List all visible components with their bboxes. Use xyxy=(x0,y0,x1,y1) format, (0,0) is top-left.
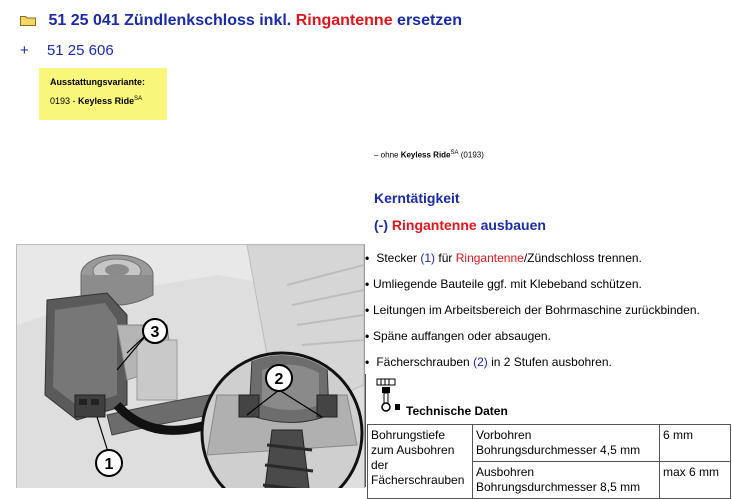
note-code: (0193) xyxy=(460,150,484,160)
table-cell-line: Bohrungsdurchmesser 8,5 mm xyxy=(476,480,641,494)
ignition-lock-illustration xyxy=(17,245,364,488)
step-text: Umliegende Bauteile ggf. mit Klebeband schützen. xyxy=(373,277,642,291)
table-cell-line: Vorbohren xyxy=(476,428,532,442)
list-item: • Späne auffangen oder absaugen. xyxy=(365,329,551,343)
list-item: • Leitungen im Arbeitsbereich der Bohrmaschine zurückbinden. xyxy=(365,303,700,317)
variant-sup: SA xyxy=(134,96,143,102)
table-cell xyxy=(473,425,660,462)
list-item: • Fächerschrauben (2) in 2 Stufen ausbohren. xyxy=(365,355,612,369)
step-suffix: ausbauen xyxy=(480,217,546,233)
page-title xyxy=(20,12,462,30)
variant-value xyxy=(50,96,142,106)
title-highlight: Ringantenne xyxy=(295,12,393,29)
doc-number: 51 25 041 xyxy=(48,12,120,29)
table-cell-line: Ausbohren xyxy=(476,465,535,479)
note-sup: SA xyxy=(450,150,459,156)
title-part2: ersetzen xyxy=(397,12,462,29)
step-text: in 2 Stufen ausbohren. xyxy=(491,355,612,369)
variant-code: 0193 - xyxy=(50,96,76,106)
step-highlight-ringantenne[interactable]: Ringantenne xyxy=(455,251,524,265)
section-title: Kerntätigkeit xyxy=(374,190,460,206)
callout-3: 3 xyxy=(150,324,160,341)
table-row xyxy=(368,425,731,462)
technical-data-title: Technische Daten xyxy=(406,404,508,418)
step-prefix: (-) xyxy=(374,217,388,233)
step-text: für xyxy=(438,251,453,265)
list-item: • Umliegende Bauteile ggf. mit Klebeband schützen. xyxy=(365,277,642,291)
step-text: Späne auffangen oder absaugen. xyxy=(373,329,551,343)
title-part1: Zündlenkschloss inkl. xyxy=(124,12,292,29)
expand-plus[interactable]: + xyxy=(20,42,29,59)
variant-label: Ausstattungsvariante: xyxy=(50,77,146,87)
note-name: Keyless Ride xyxy=(400,150,451,160)
step-text: /Zündschloss trennen. xyxy=(523,251,642,265)
technical-data-icon xyxy=(376,378,402,412)
technical-data xyxy=(365,374,732,494)
illustration xyxy=(16,244,365,488)
variant-note xyxy=(374,150,484,160)
table-cell-line: Bohrungsdurchmesser 4,5 mm xyxy=(476,443,641,457)
callout-1: 1 xyxy=(104,456,114,473)
table-cell xyxy=(473,462,660,499)
related-link[interactable] xyxy=(20,42,114,59)
table-cell: Bohrungstiefe zum Ausbohren der Fächerschrauben xyxy=(368,425,473,499)
table-cell: max 6 mm xyxy=(660,462,731,499)
variant-name: Keyless Ride xyxy=(78,96,135,106)
step-text: Stecker xyxy=(376,251,418,265)
note-prefix: – ohne xyxy=(374,150,399,160)
technical-data-table xyxy=(367,424,731,499)
callout-ref-2[interactable]: (2) xyxy=(473,355,488,369)
step-text: Fächerschrauben xyxy=(376,355,470,369)
table-cell: 6 mm xyxy=(660,425,731,462)
variant-box xyxy=(39,68,167,120)
step-heading xyxy=(374,217,546,233)
list-item: • Stecker (1) für Ringantenne/Zündschloss trennen. xyxy=(365,251,642,265)
callout-ref-1[interactable]: (1) xyxy=(420,251,436,265)
step-highlight: Ringantenne xyxy=(391,217,477,233)
related-number[interactable]: 51 25 606 xyxy=(46,42,114,59)
step-text: Leitungen im Arbeitsbereich der Bohrmaschine zurückbinden. xyxy=(373,303,700,317)
folder-icon[interactable] xyxy=(20,15,36,26)
callout-2: 2 xyxy=(274,371,284,388)
